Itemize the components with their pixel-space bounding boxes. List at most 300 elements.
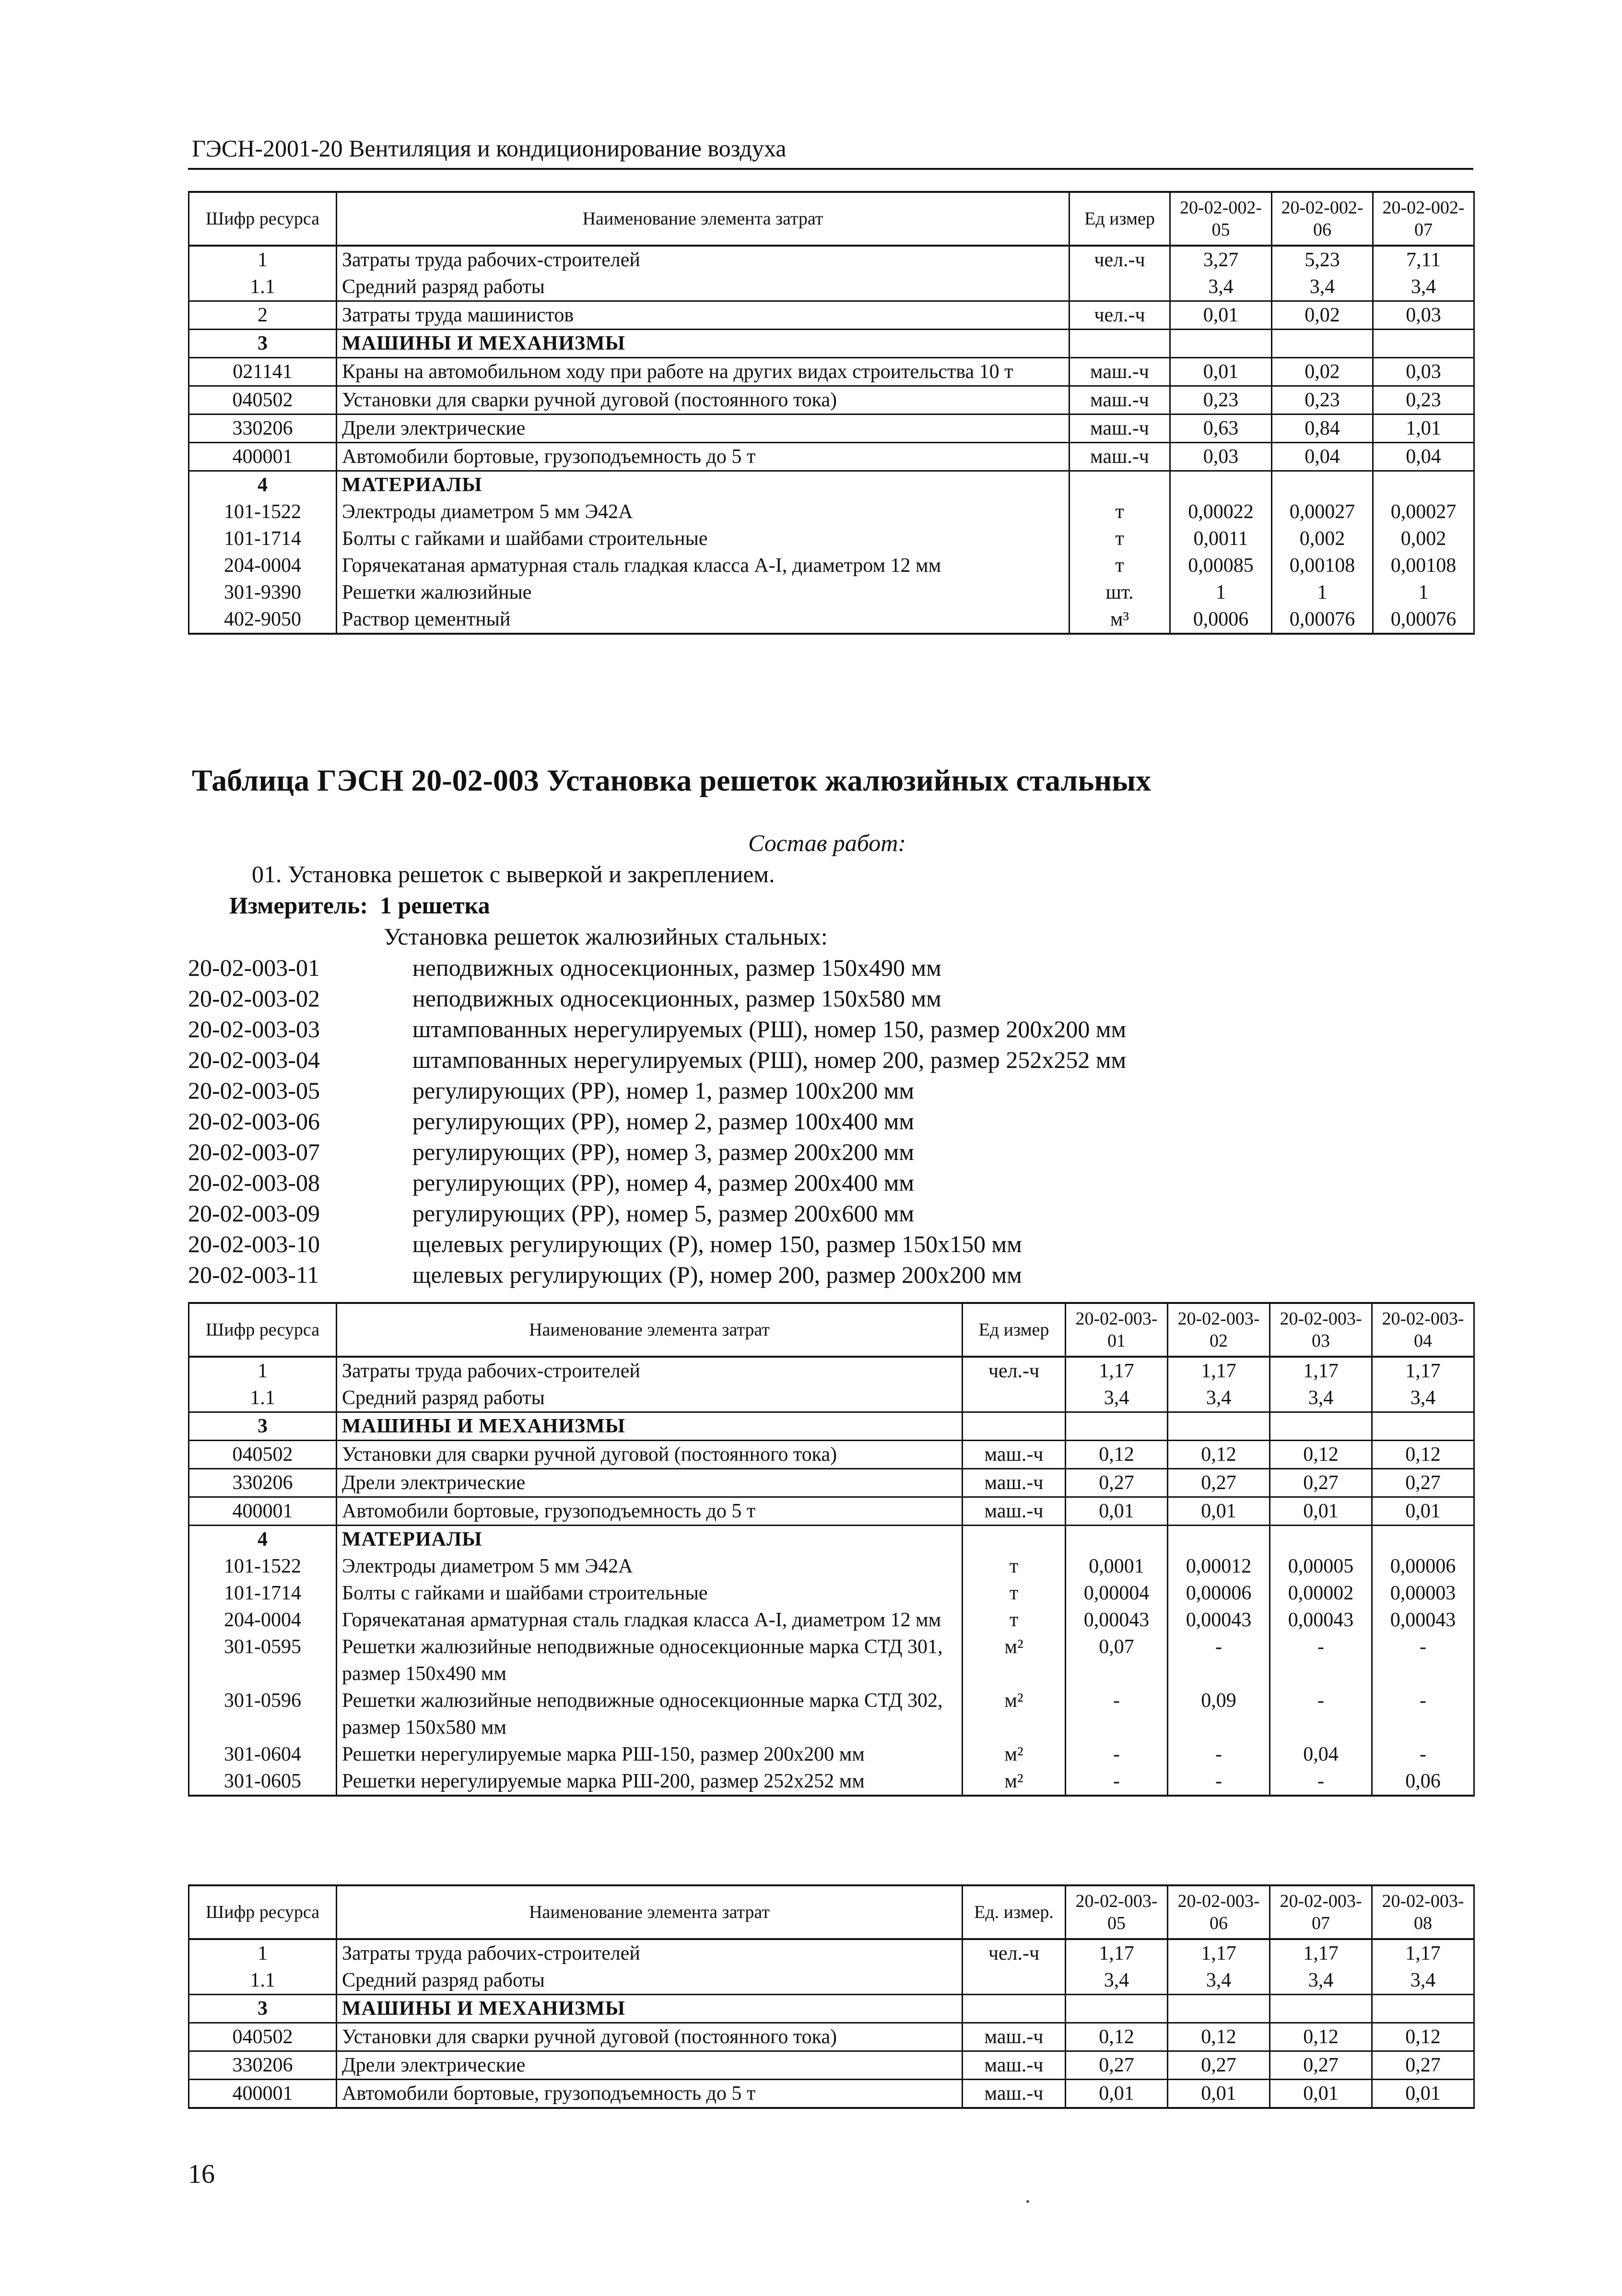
table-row: [189, 1580, 1474, 1607]
cell-value: [1270, 1412, 1372, 1441]
cell-value: 0,84: [1272, 414, 1373, 443]
header-col-2: 20-02-003-02: [1168, 1303, 1270, 1357]
cell-code: 101-1714: [189, 1580, 337, 1607]
variant-text: регулирующих (РР), номер 3, размер 200х200 мм: [412, 1138, 915, 1165]
cell-name: Электроды диаметром 5 мм Э42А: [337, 1553, 963, 1580]
cell-value: 3,4: [1066, 1385, 1168, 1412]
cell-code: 1.1: [189, 1385, 337, 1412]
variant-row: [188, 1136, 1126, 1167]
table-row: [189, 414, 1474, 443]
cell-name: Автомобили бортовые, грузоподъемность до 5 т: [337, 443, 1070, 471]
cell-value: 3,4: [1272, 273, 1373, 301]
header-col-3: 20-02-003-03: [1270, 1303, 1372, 1357]
variant-code: 20-02-003-01: [188, 954, 320, 981]
table-row: [189, 498, 1474, 525]
cell-value: -: [1168, 1741, 1270, 1768]
cell-value: 0,06: [1372, 1768, 1474, 1796]
variant-code: 20-02-003-10: [188, 1231, 320, 1257]
cell-value: 0,00108: [1373, 552, 1474, 579]
cell-value: 0,00043: [1168, 1607, 1270, 1633]
header-col-1: 20-02-003-01: [1066, 1303, 1168, 1357]
table-row: [189, 1607, 1474, 1633]
variant-code: 20-02-003-02: [188, 985, 320, 1012]
cell-value: 0,00043: [1270, 1607, 1372, 1633]
cell-value: 3,4: [1168, 1967, 1270, 1995]
cell-value: 0,00003: [1372, 1580, 1474, 1607]
cell-code: 040502: [189, 1441, 337, 1469]
variant-text: штампованных нерегулируемых (РШ), номер 200, размер 252х252 мм: [412, 1046, 1127, 1073]
cell-value: 0,27: [1066, 1469, 1168, 1497]
cell-name: МАШИНЫ И МЕХАНИЗМЫ: [337, 330, 1070, 358]
cell-value: 0,01: [1372, 2080, 1474, 2108]
cell-code: 4: [189, 1526, 337, 1553]
cell-value: 1,01: [1373, 414, 1474, 443]
cell-unit: чел.-ч: [963, 1357, 1066, 1385]
cell-value: 1: [1373, 579, 1474, 606]
cell-value: 3,4: [1372, 1967, 1474, 1995]
cell-value: 0,00005: [1270, 1553, 1372, 1580]
variant-text: регулирующих (РР), номер 2, размер 100х400 мм: [412, 1108, 915, 1135]
cell-value: 0,12: [1372, 2023, 1474, 2051]
cell-unit: [963, 1967, 1066, 1995]
cell-unit: т: [1070, 498, 1170, 525]
cell-value: 3,4: [1270, 1967, 1372, 1995]
cell-name: Дрели электрические: [337, 414, 1070, 443]
cell-name: Затраты труда машинистов: [337, 301, 1070, 330]
cell-value: 1,17: [1168, 1939, 1270, 1967]
cell-value: -: [1372, 1741, 1474, 1768]
cell-value: 0,0006: [1170, 606, 1272, 634]
cell-code: 101-1522: [189, 1553, 337, 1580]
cell-unit: т: [963, 1607, 1066, 1633]
header-col-4: 20-02-003-04: [1372, 1303, 1474, 1357]
cell-value: 0,01: [1066, 1497, 1168, 1526]
header-unit: Ед. измер.: [963, 1885, 1066, 1939]
variant-code: 20-02-003-03: [188, 1016, 320, 1042]
cell-code: 4: [189, 471, 337, 499]
table-row: [189, 1687, 1474, 1741]
measure-label: Измеритель:: [229, 892, 368, 919]
cell-value: 0,04: [1272, 443, 1373, 471]
cell-name: Решетки жалюзийные: [337, 579, 1070, 606]
cell-value: 0,27: [1066, 2051, 1168, 2080]
cell-value: [1168, 1412, 1270, 1441]
table-row: [189, 330, 1474, 358]
table-row: [189, 1526, 1474, 1553]
cell-code: 204-0004: [189, 552, 337, 579]
cell-unit: м³: [1070, 606, 1170, 634]
cell-code: 3: [189, 330, 337, 358]
cell-value: 0,04: [1373, 443, 1474, 471]
cell-value: 0,00027: [1272, 498, 1373, 525]
cell-value: 1,17: [1066, 1357, 1168, 1385]
cell-unit: [1070, 330, 1170, 358]
cell-code: 101-1714: [189, 525, 337, 552]
cell-value: 0,01: [1170, 301, 1272, 330]
cell-unit: м²: [963, 1687, 1066, 1741]
cell-value: 0,00043: [1066, 1607, 1168, 1633]
cell-unit: чел.-ч: [963, 1939, 1066, 1967]
cell-value: 0,27: [1270, 2051, 1372, 2080]
cell-value: 0,23: [1272, 386, 1373, 414]
cell-name: Болты с гайками и шайбами строительные: [337, 1580, 963, 1607]
variant-list: [188, 952, 1126, 1290]
cell-code: 040502: [189, 2023, 337, 2051]
cell-value: 0,12: [1066, 2023, 1168, 2051]
cell-value: 0,03: [1373, 301, 1474, 330]
running-header: ГЭСН-2001-20 Вентиляция и кондиционирование воздуха: [192, 135, 787, 162]
cell-code: 400001: [189, 2080, 337, 2108]
cell-value: 1: [1170, 579, 1272, 606]
cell-value: 1,17: [1270, 1939, 1372, 1967]
table-row: [189, 525, 1474, 552]
cell-name: МАТЕРИАЛЫ: [337, 1526, 963, 1553]
cell-code: 330206: [189, 1469, 337, 1497]
variant-text: регулирующих (РР), номер 5, размер 200х600 мм: [412, 1200, 915, 1227]
table-row: [189, 1497, 1474, 1526]
cell-value: 0,002: [1373, 525, 1474, 552]
cell-value: 0,0011: [1170, 525, 1272, 552]
table-row: [189, 1441, 1474, 1469]
table-row: [189, 301, 1474, 330]
cell-code: 1: [189, 246, 337, 273]
cell-value: [1170, 471, 1272, 499]
table-row: [189, 1385, 1474, 1412]
variant-row: [188, 1014, 1126, 1044]
cell-value: -: [1270, 1687, 1372, 1741]
cell-name: Решетки нерегулируемые марка РШ-200, размер 252х252 мм: [337, 1768, 963, 1796]
table-row: [189, 1768, 1474, 1796]
cell-value: -: [1270, 1633, 1372, 1687]
header-name: Наименование элемента затрат: [337, 1303, 963, 1357]
cell-unit: [963, 1412, 1066, 1441]
cell-value: [1272, 471, 1373, 499]
composition-heading: Состав работ:: [748, 829, 906, 856]
variant-row: [188, 1075, 1126, 1106]
variant-text: регулирующих (РР), номер 1, размер 100х200 мм: [412, 1077, 915, 1104]
cell-value: 0,03: [1373, 358, 1474, 386]
cell-value: 1,17: [1168, 1357, 1270, 1385]
cell-value: 0,27: [1372, 2051, 1474, 2080]
cell-value: [1372, 1526, 1474, 1553]
measure-value: 1 решетка: [380, 892, 490, 919]
cell-value: 3,4: [1170, 273, 1272, 301]
cell-code: 3: [189, 1412, 337, 1441]
cell-code: 040502: [189, 386, 337, 414]
variant-row: [188, 952, 1126, 983]
cell-unit: чел.-ч: [1070, 246, 1170, 273]
cell-name: Установки для сварки ручной дуговой (постоянного тока): [337, 1441, 963, 1469]
page-number: 16: [188, 2159, 215, 2189]
cell-code: 1: [189, 1939, 337, 1967]
cell-name: Установки для сварки ручной дуговой (постоянного тока): [337, 386, 1070, 414]
cell-value: 1,17: [1066, 1939, 1168, 1967]
cell-name: Раствор цементный: [337, 606, 1070, 634]
variant-code: 20-02-003-09: [188, 1200, 320, 1227]
cell-code: 3: [189, 1995, 337, 2023]
cell-value: 0,00043: [1372, 1607, 1474, 1633]
table-row: [189, 1469, 1474, 1497]
table-row: [189, 1995, 1474, 2023]
cell-value: 3,4: [1066, 1967, 1168, 1995]
cell-value: 0,00006: [1168, 1580, 1270, 1607]
cell-value: [1270, 1995, 1372, 2023]
cell-unit: маш.-ч: [1070, 414, 1170, 443]
variant-text: штампованных нерегулируемых (РШ), номер 150, размер 200х200 мм: [412, 1016, 1127, 1042]
table-row: [189, 471, 1474, 499]
cell-value: [1373, 471, 1474, 499]
cell-value: 0,04: [1270, 1741, 1372, 1768]
variant-row: [188, 1106, 1126, 1136]
table-row: [189, 246, 1474, 273]
header-code: Шифр ресурса: [189, 1885, 337, 1939]
table-row: [189, 606, 1474, 634]
cell-value: -: [1270, 1768, 1372, 1796]
header-col-1: 20-02-003-05: [1066, 1885, 1168, 1939]
cell-value: 0,002: [1272, 525, 1373, 552]
cell-value: 0,27: [1372, 1469, 1474, 1497]
cell-name: Средний разряд работы: [337, 1967, 963, 1995]
variant-text: неподвижных односекционных, размер 150х490 мм: [412, 954, 941, 981]
cell-value: 0,01: [1168, 2080, 1270, 2108]
header-col-2: 20-02-002-06: [1272, 192, 1373, 246]
cell-value: 0,07: [1066, 1633, 1168, 1687]
cell-value: 1,17: [1372, 1357, 1474, 1385]
cell-value: [1270, 1526, 1372, 1553]
cell-value: 0,12: [1066, 1441, 1168, 1469]
table-row: [189, 552, 1474, 579]
table-header-row: [189, 192, 1474, 246]
cell-value: 3,4: [1372, 1385, 1474, 1412]
cell-value: 0,63: [1170, 414, 1272, 443]
cell-value: [1168, 1526, 1270, 1553]
cell-code: 301-0604: [189, 1741, 337, 1768]
cell-value: 0,12: [1372, 1441, 1474, 1469]
cell-value: 0,01: [1170, 358, 1272, 386]
cell-value: 0,00002: [1270, 1580, 1372, 1607]
table-row: [189, 1939, 1474, 1967]
table-row: [189, 1412, 1474, 1441]
cell-value: 0,01: [1372, 1497, 1474, 1526]
cell-unit: маш.-ч: [963, 2023, 1066, 2051]
variant-text: неподвижных односекционных, размер 150х580 мм: [412, 985, 941, 1012]
cell-value: 0,00004: [1066, 1580, 1168, 1607]
cell-code: 330206: [189, 2051, 337, 2080]
cell-unit: чел.-ч: [1070, 301, 1170, 330]
variant-code: 20-02-003-07: [188, 1138, 320, 1165]
variant-row: [188, 1044, 1126, 1075]
cell-value: 0,02: [1272, 301, 1373, 330]
variant-row: [188, 1198, 1126, 1229]
cell-code: 400001: [189, 1497, 337, 1526]
cell-value: 0,00108: [1272, 552, 1373, 579]
variant-code: 20-02-003-11: [188, 1261, 319, 1288]
cell-value: 0,00022: [1170, 498, 1272, 525]
table-row: [189, 2023, 1474, 2051]
header-col-3: 20-02-003-07: [1270, 1885, 1372, 1939]
cell-name: Средний разряд работы: [337, 1385, 963, 1412]
cell-name: Решетки жалюзийные неподвижные односекционные марка СТД 302, размер 150х580 мм: [337, 1687, 963, 1741]
cell-value: 0,01: [1066, 2080, 1168, 2108]
cell-unit: маш.-ч: [963, 2051, 1066, 2080]
cell-value: [1373, 330, 1474, 358]
composition-item: 01. Установка решеток с выверкой и закреплением.: [252, 861, 775, 888]
cell-code: 1.1: [189, 1967, 337, 1995]
cell-name: МАТЕРИАЛЫ: [337, 471, 1070, 499]
cell-value: 0,00012: [1168, 1553, 1270, 1580]
cell-unit: [1070, 471, 1170, 499]
header-unit: Ед измер: [963, 1303, 1066, 1357]
cell-value: -: [1066, 1768, 1168, 1796]
cell-value: 5,23: [1272, 246, 1373, 273]
variant-code: 20-02-003-08: [188, 1169, 320, 1196]
cell-unit: маш.-ч: [1070, 358, 1170, 386]
table-row: [189, 273, 1474, 301]
variant-code: 20-02-003-06: [188, 1108, 320, 1135]
table-row: [189, 1357, 1474, 1385]
cell-value: -: [1168, 1768, 1270, 1796]
cell-value: 1,17: [1372, 1939, 1474, 1967]
variant-code: 20-02-003-05: [188, 1077, 320, 1104]
cell-value: -: [1168, 1633, 1270, 1687]
cell-value: 0,23: [1373, 386, 1474, 414]
cell-code: 204-0004: [189, 1607, 337, 1633]
cell-unit: маш.-ч: [1070, 386, 1170, 414]
header-unit: Ед измер: [1070, 192, 1170, 246]
cell-value: -: [1066, 1741, 1168, 1768]
cell-code: 301-9390: [189, 579, 337, 606]
cell-value: 0,00085: [1170, 552, 1272, 579]
cell-unit: маш.-ч: [963, 1497, 1066, 1526]
table-row: [189, 579, 1474, 606]
header-col-3: 20-02-002-07: [1373, 192, 1474, 246]
cell-value: 3,4: [1270, 1385, 1372, 1412]
cell-value: -: [1372, 1687, 1474, 1741]
cell-value: 0,00006: [1372, 1553, 1474, 1580]
cell-name: Решетки нерегулируемые марка РШ-150, размер 200х200 мм: [337, 1741, 963, 1768]
table-row: [189, 358, 1474, 386]
cell-value: [1168, 1995, 1270, 2023]
cell-value: [1066, 1412, 1168, 1441]
cell-name: Краны на автомобильном ходу при работе на других видах строительства 10 т: [337, 358, 1070, 386]
cell-value: -: [1372, 1633, 1474, 1687]
table-row: [189, 443, 1474, 471]
cell-value: 0,01: [1168, 1497, 1270, 1526]
header-name: Наименование элемента затрат: [337, 192, 1070, 246]
table-header-row: [189, 1303, 1474, 1357]
table-row: [189, 2080, 1474, 2108]
cell-value: 0,23: [1170, 386, 1272, 414]
header-col-4: 20-02-003-08: [1372, 1885, 1474, 1939]
variant-text: щелевых регулирующих (Р), номер 200, размер 200х200 мм: [412, 1261, 1022, 1288]
cell-unit: т: [1070, 525, 1170, 552]
table-row: [189, 386, 1474, 414]
cell-value: [1372, 1412, 1474, 1441]
cell-value: 0,02: [1272, 358, 1373, 386]
cell-name: Дрели электрические: [337, 1469, 963, 1497]
cell-value: 0,12: [1270, 2023, 1372, 2051]
table-row: [189, 2051, 1474, 2080]
cell-name: Дрели электрические: [337, 2051, 963, 2080]
table-row: [189, 1633, 1474, 1687]
cell-unit: м²: [963, 1633, 1066, 1687]
cell-code: 2: [189, 301, 337, 330]
cell-name: МАШИНЫ И МЕХАНИЗМЫ: [337, 1995, 963, 2023]
cell-name: Болты с гайками и шайбами строительные: [337, 525, 1070, 552]
cell-name: Электроды диаметром 5 мм Э42А: [337, 498, 1070, 525]
cell-value: 3,27: [1170, 246, 1272, 273]
variant-code: 20-02-003-04: [188, 1046, 320, 1073]
scan-speck: [1026, 2200, 1029, 2203]
header-code: Шифр ресурса: [189, 192, 337, 246]
cell-code: 301-0596: [189, 1687, 337, 1741]
cell-value: 0,00076: [1373, 606, 1474, 634]
header-col-2: 20-02-003-06: [1168, 1885, 1270, 1939]
section-title: Таблица ГЭСН 20-02-003 Установка решеток жалюзийных стальных: [192, 763, 1152, 797]
table-row: [189, 1967, 1474, 1995]
cell-unit: [1070, 273, 1170, 301]
cell-unit: маш.-ч: [963, 1441, 1066, 1469]
variant-row: [188, 1167, 1126, 1198]
cell-code: 021141: [189, 358, 337, 386]
header-rule: [188, 168, 1473, 170]
cell-code: 301-0595: [189, 1633, 337, 1687]
header-code: Шифр ресурса: [189, 1303, 337, 1357]
cell-name: Средний разряд работы: [337, 273, 1070, 301]
cell-unit: м²: [963, 1741, 1066, 1768]
cell-name: Горячекатаная арматурная сталь гладкая класса А-I, диаметром 12 мм: [337, 1607, 963, 1633]
cell-unit: шт.: [1070, 579, 1170, 606]
cell-unit: т: [963, 1553, 1066, 1580]
cell-unit: м²: [963, 1768, 1066, 1796]
table-row: [189, 1553, 1474, 1580]
cell-name: Автомобили бортовые, грузоподъемность до 5 т: [337, 1497, 963, 1526]
cell-value: 0,0001: [1066, 1553, 1168, 1580]
cell-unit: [963, 1995, 1066, 2023]
cell-value: 0,09: [1168, 1687, 1270, 1741]
cell-value: 0,12: [1270, 1441, 1372, 1469]
cell-name: Автомобили бортовые, грузоподъемность до 5 т: [337, 2080, 963, 2108]
table-header-row: [189, 1885, 1474, 1939]
cell-value: 3,4: [1168, 1385, 1270, 1412]
cell-value: 1,17: [1270, 1357, 1372, 1385]
cell-value: [1066, 1995, 1168, 2023]
cell-unit: т: [963, 1580, 1066, 1607]
cell-name: Затраты труда рабочих-строителей: [337, 1939, 963, 1967]
cell-unit: маш.-ч: [1070, 443, 1170, 471]
cell-unit: маш.-ч: [963, 1469, 1066, 1497]
resource-table-002: [188, 191, 1475, 635]
cell-name: Затраты труда рабочих-строителей: [337, 246, 1070, 273]
cell-value: 0,12: [1168, 2023, 1270, 2051]
cell-code: 330206: [189, 414, 337, 443]
cell-name: МАШИНЫ И МЕХАНИЗМЫ: [337, 1412, 963, 1441]
cell-name: Решетки жалюзийные неподвижные односекционные марка СТД 301, размер 150х490 мм: [337, 1633, 963, 1687]
cell-code: 1.1: [189, 273, 337, 301]
cell-value: 0,00027: [1373, 498, 1474, 525]
cell-code: 400001: [189, 443, 337, 471]
cell-name: Затраты труда рабочих-строителей: [337, 1357, 963, 1385]
cell-value: 0,27: [1270, 1469, 1372, 1497]
resource-table-003-a: [188, 1302, 1475, 1797]
cell-value: 0,01: [1270, 2080, 1372, 2108]
cell-value: 1: [1272, 579, 1373, 606]
cell-code: 402-9050: [189, 606, 337, 634]
cell-unit: т: [1070, 552, 1170, 579]
cell-value: 0,03: [1170, 443, 1272, 471]
measure-line: [229, 890, 490, 921]
resource-table-003-b: [188, 1884, 1475, 2109]
